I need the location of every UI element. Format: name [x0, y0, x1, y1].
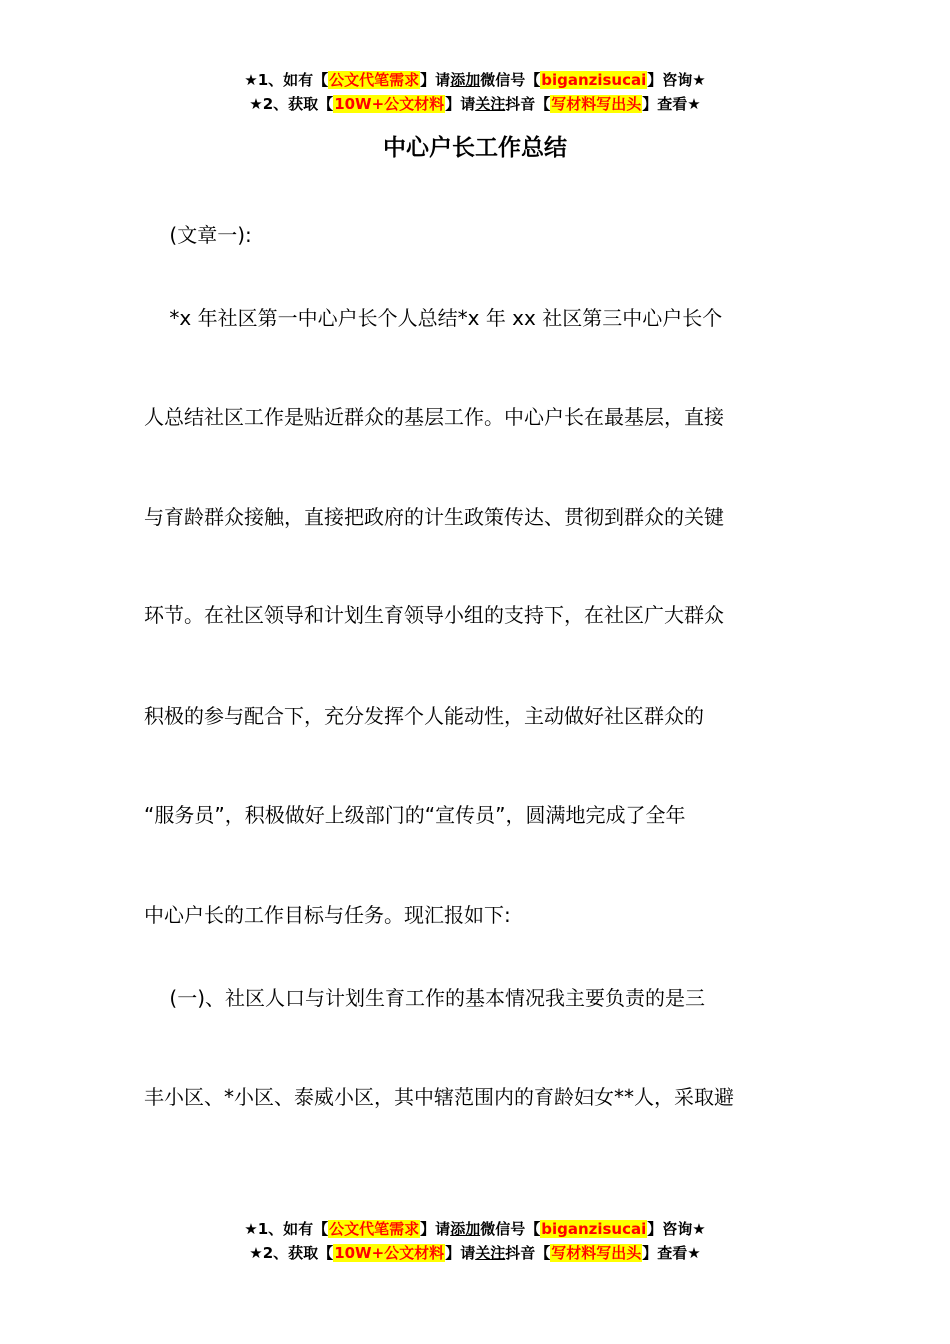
header-banner — [0, 68, 950, 116]
banner-underlined: 添加 — [450, 1220, 481, 1238]
banner-line-1 — [0, 68, 950, 92]
banner-text: ★1、如有【 — [244, 1220, 329, 1238]
banner-text: 抖音【 — [505, 95, 551, 113]
body-line: 环节。在社区领导和计划生育领导小组的支持下，在社区广大群众 — [144, 603, 724, 627]
body-line: 丰小区、*小区、泰威小区，其中辖范围内的育龄妇女**人，采取避 — [144, 1085, 734, 1109]
banner-text: ★2、获取【 — [249, 95, 334, 113]
banner-text: 抖音【 — [505, 1244, 551, 1262]
body-line: 人总结社区工作是贴近群众的基层工作。中心户长在最基层，直接 — [144, 405, 724, 429]
body-line: (文章一): — [144, 223, 252, 247]
banner-text: 】请 — [420, 71, 451, 89]
body-line: (一)、社区人口与计划生育工作的基本情况我主要负责的是三 — [144, 986, 706, 1010]
banner-highlight: biganzisucai — [541, 71, 647, 89]
banner-line-2 — [0, 1241, 950, 1265]
banner-highlight: 写材料写出头 — [551, 1244, 642, 1262]
banner-line-2 — [0, 92, 950, 116]
banner-underlined: 关注 — [475, 1244, 506, 1262]
banner-text: ★1、如有【 — [244, 71, 329, 89]
banner-highlight: 写材料写出头 — [551, 95, 642, 113]
banner-line-1 — [0, 1217, 950, 1241]
banner-text: 微信号【 — [480, 1220, 541, 1238]
banner-text: ★2、获取【 — [249, 1244, 334, 1262]
banner-text: 】请 — [445, 1244, 476, 1262]
body-line: *x 年社区第一中心户长个人总结*x 年 xx 社区第三中心户长个 — [144, 306, 723, 330]
banner-text: 】请 — [445, 95, 476, 113]
footer-banner — [0, 1217, 950, 1265]
body-line: “服务员”，积极做好上级部门的“宣传员”，圆满地完成了全年 — [144, 803, 686, 827]
document-title: 中心户长工作总结 — [383, 135, 567, 161]
banner-text: 】查看★ — [642, 1244, 701, 1262]
body-line: 中心户长的工作目标与任务。现汇报如下: — [144, 903, 511, 927]
banner-highlight: 公文代笔需求 — [329, 71, 420, 89]
banner-highlight: 10W+公文材料 — [334, 95, 445, 113]
banner-underlined: 添加 — [450, 71, 481, 89]
body-line: 与育龄群众接触，直接把政府的计生政策传达、贯彻到群众的关键 — [144, 505, 724, 529]
banner-text: 】查看★ — [642, 95, 701, 113]
banner-underlined: 关注 — [475, 95, 506, 113]
banner-text: 】咨询★ — [647, 1220, 706, 1238]
banner-highlight: biganzisucai — [541, 1220, 647, 1238]
banner-text: 】请 — [420, 1220, 451, 1238]
banner-highlight: 公文代笔需求 — [329, 1220, 420, 1238]
banner-highlight: 10W+公文材料 — [334, 1244, 445, 1262]
banner-text: 】咨询★ — [647, 71, 706, 89]
body-line: 积极的参与配合下，充分发挥个人能动性，主动做好社区群众的 — [144, 704, 704, 728]
banner-text: 微信号【 — [480, 71, 541, 89]
